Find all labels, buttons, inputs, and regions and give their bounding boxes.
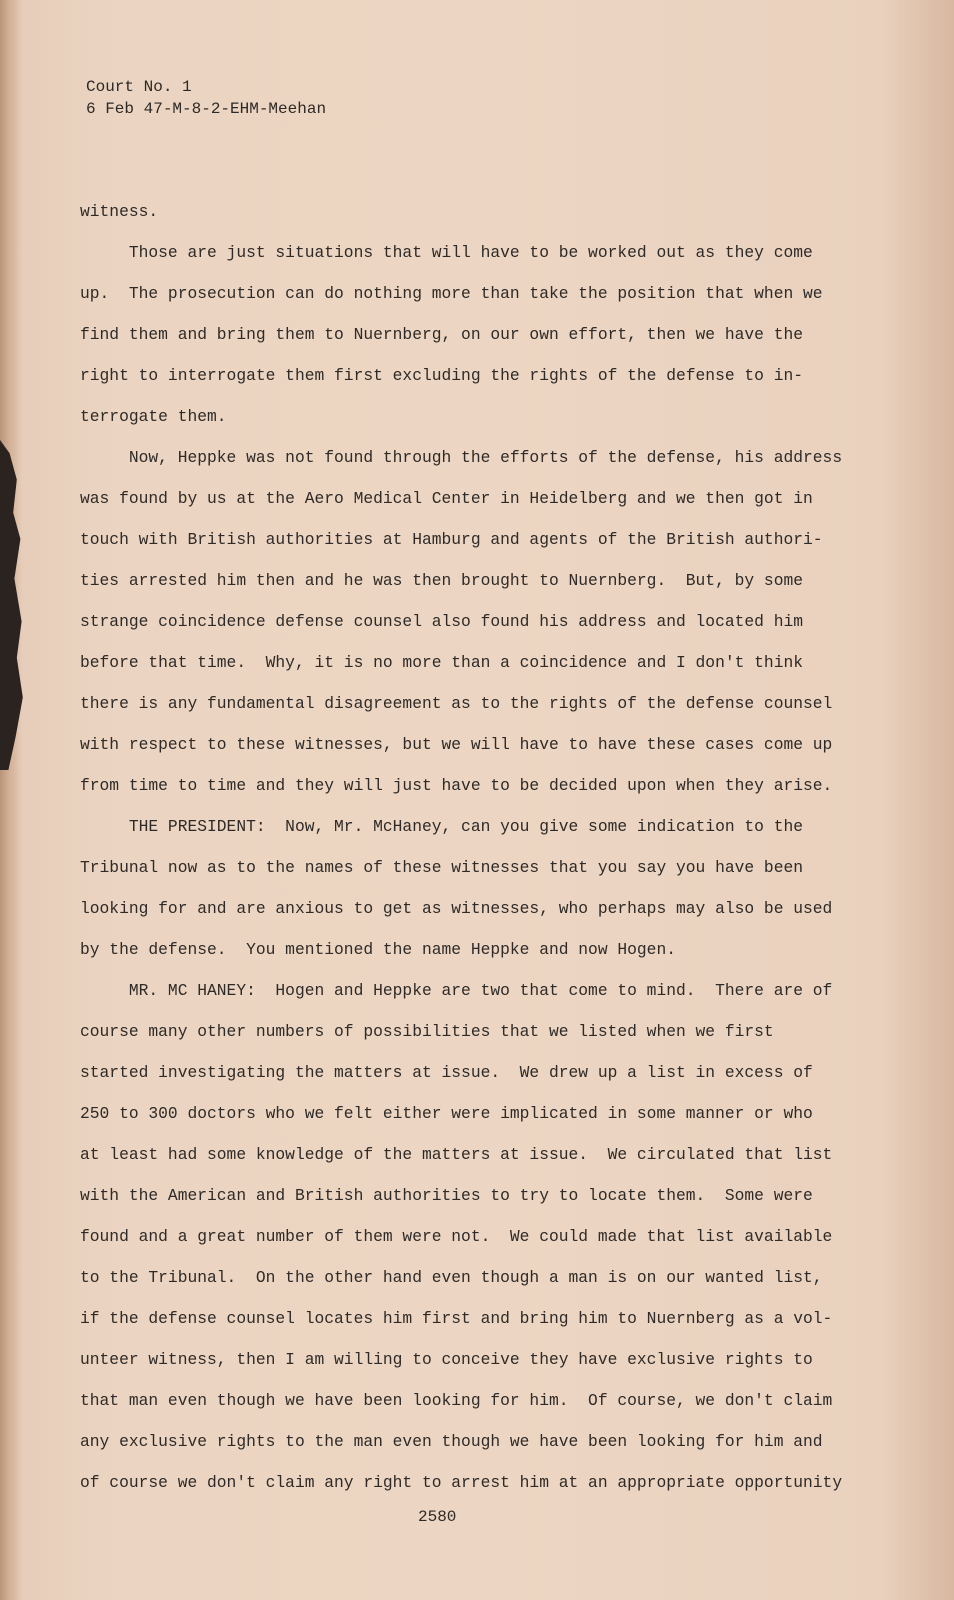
transcript-line: up. The prosecution can do nothing more than take the position that when we <box>80 284 823 303</box>
transcript-line: course many other numbers of possibilities that we listed when we first <box>80 1022 774 1041</box>
transcript-line: to the Tribunal. On the other hand even though a man is on our wanted list, <box>80 1268 823 1287</box>
transcript-line: any exclusive rights to the man even though we have been looking for him and <box>80 1432 823 1451</box>
transcript-line: at least had some knowledge of the matters at issue. We circulated that list <box>80 1145 833 1164</box>
transcript-line: was found by us at the Aero Medical Center in Heidelberg and we then got in <box>80 489 813 508</box>
transcript-line: if the defense counsel locates him first and bring him to Nuernberg as a vol- <box>80 1309 833 1328</box>
transcript-line: there is any fundamental disagreement as to the rights of the defense counsel <box>80 694 833 713</box>
transcript-line: terrogate them. <box>80 407 227 426</box>
transcript-line: strange coincidence defense counsel also found his address and located him <box>80 612 804 631</box>
transcript-line: by the defense. You mentioned the name Heppke and now Hogen. <box>80 940 676 959</box>
transcript-line: looking for and are anxious to get as witnesses, who perhaps may also be used <box>80 899 833 918</box>
transcript-line: with respect to these witnesses, but we will have to have these cases come up <box>80 735 833 754</box>
transcript-line: MR. MC HANEY: Hogen and Heppke are two that come to mind. There are of <box>80 981 833 1000</box>
transcript-line: Now, Heppke was not found through the efforts of the defense, his address <box>80 448 843 467</box>
transcript-line: touch with British authorities at Hamburg and agents of the British authori- <box>80 530 823 549</box>
transcript-line: that man even though we have been looking for him. Of course, we don't claim <box>80 1391 833 1410</box>
transcript-line: find them and bring them to Nuernberg, on our own effort, then we have the <box>80 325 804 344</box>
transcript-line: ties arrested him then and he was then brought to Nuernberg. But, by some <box>80 571 804 590</box>
transcript-line: before that time. Why, it is no more than a coincidence and I don't think <box>80 653 804 672</box>
transcript-line: Those are just situations that will have to be worked out as they come <box>80 243 813 262</box>
document-header <box>86 76 326 120</box>
transcript-line: with the American and British authorities to try to locate them. Some were <box>80 1186 813 1205</box>
transcript-line: found and a great number of them were not. We could made that list available <box>80 1227 833 1246</box>
transcript-line: of course we don't claim any right to arrest him at an appropriate opportunity <box>80 1473 843 1492</box>
transcript-line: from time to time and they will just have to be decided upon when they arise. <box>80 776 833 795</box>
transcript-line: right to interrogate them first excluding the rights of the defense to in- <box>80 366 804 385</box>
transcript-line: Tribunal now as to the names of these witnesses that you say you have been <box>80 858 804 877</box>
page-number: 2580 <box>418 1508 457 1526</box>
transcript-line: 250 to 300 doctors who we felt either were implicated in some manner or who <box>80 1104 813 1123</box>
transcript-line: THE PRESIDENT: Now, Mr. McHaney, can you give some indication to the <box>80 817 804 836</box>
document-reference: 6 Feb 47-M-8-2-EHM-Meehan <box>86 100 327 118</box>
paper-edge <box>0 0 22 1600</box>
transcript-line: witness. <box>80 202 159 221</box>
transcript-body <box>80 200 880 1512</box>
transcript-line: unteer witness, then I am willing to conceive they have exclusive rights to <box>80 1350 813 1369</box>
court-number: Court No. 1 <box>86 78 192 96</box>
transcript-line: started investigating the matters at issue. We drew up a list in excess of <box>80 1063 813 1082</box>
